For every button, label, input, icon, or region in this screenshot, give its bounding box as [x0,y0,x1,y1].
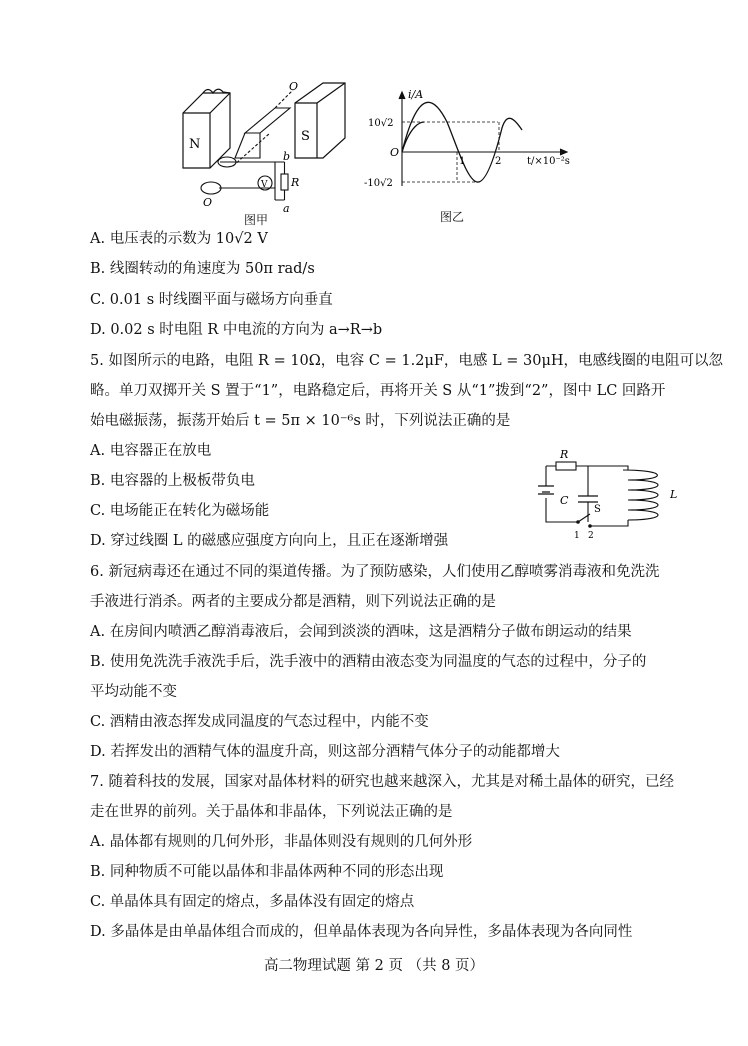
x-tick-1: 1 [459,156,466,167]
voltmeter-label: V [261,180,268,190]
q6-option-d: D. 若挥发出的酒精气体的温度升高，则这部分酒精气体分子的动能都增大 [90,744,560,760]
circuit-terminal-1: 1 [574,531,580,541]
y-tick-negative: -10√2 [364,178,393,189]
resistor-r-label: R [291,176,300,189]
magnet-north [183,89,230,168]
terminal-a-label: a [283,202,290,215]
q6-option-c: C. 酒精由液态挥发成同温度的气态过程中，内能不变 [90,714,429,730]
circuit-r-label: R [560,448,569,461]
x-axis-label: t/×10⁻²s [527,156,570,167]
axis-o-top-label: O [289,80,299,93]
current-curve [402,102,522,182]
q5-option-b: B. 电容器的上极板带负电 [90,473,255,489]
q5-option-d: D. 穿过线圈 L 的磁感应强度方向向上，且正在逐渐增强 [90,533,449,549]
q7-option-c: C. 单晶体具有固定的熔点，多晶体没有固定的熔点 [90,894,415,910]
origin-label: O [390,146,400,159]
q7-option-b: B. 同种物质不可能以晶体和非晶体两种不同的形态出现 [90,864,444,880]
y-tick-positive: 10√2 [368,118,394,129]
figure-jia-caption: 图甲 [244,213,269,227]
battery-icon [538,486,554,494]
x-tick-2: 2 [495,156,502,167]
figure-yi-graph [362,86,597,201]
q7-option-a: A. 晶体都有规则的几何外形，非晶体则没有规则的几何外形 [90,834,473,850]
q5-stem-line-1: 5. 如图所示的电路，电阻 R = 10Ω，电容 C = 1.2μF，电感 L = 30μH，电感线圈的电阻可以忽 [90,353,724,369]
q6-stem-line-1: 6. 新冠病毒还在通过不同的渠道传播。为了预防感染，人们使用乙醇喷雾消毒液和免洗洗 [90,564,660,580]
q4-option-c: C. 0.01 s 时线圈平面与磁场方向垂直 [90,292,333,308]
q4-option-d: D. 0.02 s 时电阻 R 中电流的方向为 a→R→b [90,322,383,338]
circuit-l-label: L [670,488,678,501]
q4-option-b: B. 线圈转动的角速度为 50π rad/s [90,261,315,277]
q4-option-a: A. 电压表的示数为 10√2 V [90,231,268,247]
resistor-icon [281,174,288,190]
figure-yi-caption: 图乙 [440,210,465,224]
coil-loop [201,90,293,200]
circuit-terminal-2: 2 [588,531,594,541]
q7-stem-line-2: 走在世界的前列。关于晶体和非晶体，下列说法正确的是 [90,804,453,820]
q5-stem-line-3: 始电磁振荡，振荡开始后 t = 5π × 10⁻⁶s 时，下列说法正确的是 [90,413,511,429]
y-axis-label: i/A [408,88,424,101]
axis-o-bottom-label: O [203,196,213,209]
circuit-c-label: C [560,494,569,507]
inductor-coil [623,470,658,520]
capacitor-icon [578,496,598,502]
q7-option-d: D. 多晶体是由单晶体组合而成的，但单晶体表现为各向异性，多晶体表现为各向同性 [90,924,633,940]
q6-option-a: A. 在房间内喷洒乙醇消毒液后，会闻到淡淡的酒味，这是酒精分子做布朗运动的结果 [90,624,632,640]
circuit-s-label: S [594,504,601,515]
magnet-south [295,83,345,158]
q6-option-b-line-1: B. 使用免洗洗手液洗手后，洗手液中的酒精由液态变为同温度的气态的过程中，分子的 [90,654,647,670]
page-footer: 高二物理试题 第 2 页 （共 8 页） [263,958,485,974]
q6-stem-line-2: 手液进行消杀。两者的主要成分都是酒精，则下列说法正确的是 [90,594,496,610]
q6-option-b-line-2: 平均动能不变 [90,684,177,700]
q5-option-a: A. 电容器正在放电 [90,443,212,459]
q5-option-c: C. 电场能正在转化为磁场能 [90,503,270,519]
figure-lc-circuit [518,436,693,544]
q7-stem-line-1: 7. 随着科技的发展，国家对晶体材料的研究也越来越深入，尤其是对稀土晶体的研究，已经 [90,774,674,790]
figure-jia-generator [175,78,360,228]
resistor-icon [556,462,576,470]
magnet-n-label: N [189,137,201,152]
magnet-s-label: S [301,129,310,144]
terminal-b-label: b [283,150,291,163]
q5-stem-line-2: 略。单刀双掷开关 S 置于“1”，电路稳定后，再将开关 S 从“1”拨到“2”，图中 LC 回路开 [90,383,666,399]
